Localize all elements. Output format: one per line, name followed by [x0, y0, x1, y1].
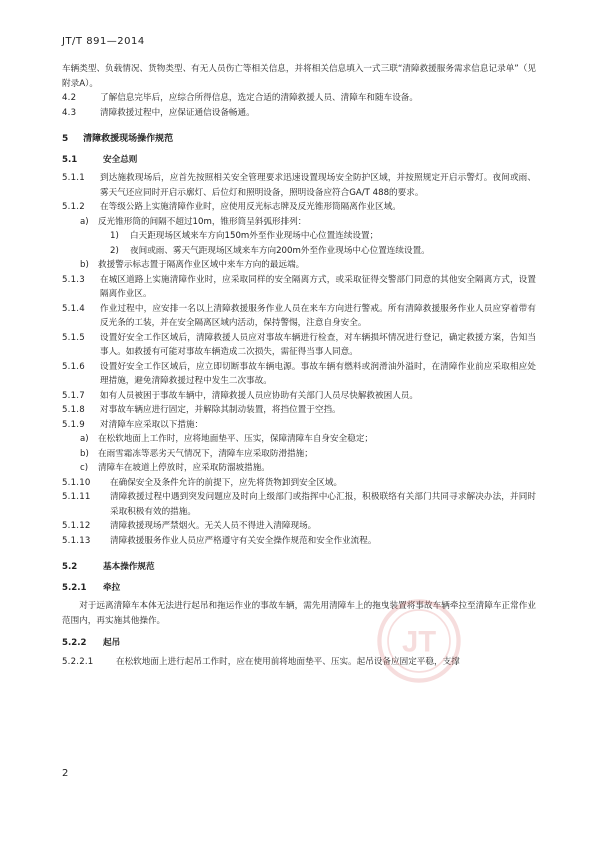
section-5-heading [62, 132, 536, 147]
stamp-lettering: JT [401, 626, 437, 659]
subsection-title: 基本操作规范 [103, 562, 155, 572]
clause-number: 5.1.2 [62, 202, 85, 212]
clause-4-2 [62, 91, 536, 106]
clause-5-1-3 [62, 273, 536, 302]
list-text: 救援警示标志置于隔离作业区域中来车方向的最远端。 [98, 260, 305, 270]
clause-5-1-4 [62, 302, 536, 331]
sub-list-item [62, 229, 536, 244]
clause-4-3 [62, 106, 536, 121]
clause-5-1-1 [62, 171, 536, 200]
clause-5-1-5 [62, 331, 536, 360]
paragraph-5-2-1: 对于远离清障车本体无法进行起吊和拖运作业的事故车辆，需先用清障车上的拖曳装置将事故车辆牵拉至清障车正常作业范围内，再实施其他操作。 [62, 601, 536, 626]
clause-number: 4.3 [62, 107, 77, 118]
clause-5-1-7 [62, 389, 536, 404]
list-marker: c) [80, 463, 89, 473]
list-marker: b) [80, 260, 89, 270]
clause-number: 5.1.12 [62, 521, 91, 531]
clause-number: 5.1.6 [62, 361, 85, 372]
subsection-5-2-1-heading [62, 581, 536, 596]
clause-5-1-2 [62, 200, 536, 215]
clause-text: 到达施救现场后，应首先按照相关安全管理要求迅速设置现场安全防护区域，并按照规定开启示警灯。夜间或雨、雾天气还应同时开启示廓灯、后位灯和照明设备，照明设备应符合GA/T 488的要求。 [100, 173, 536, 198]
section-number: 5 [62, 134, 69, 144]
clause-5-1-6 [62, 360, 536, 389]
list-text: 在雨雪霜冻等恶劣天气情况下，清障车应采取防滑措施； [98, 448, 313, 459]
list-item [62, 432, 536, 447]
subsection-5-1-heading [62, 153, 536, 168]
clause-text: 设置好安全工作区域后，应立即切断事故车辆电源。事故车辆有燃料或润滑油外溢时，在清障作业前应采取相应处理措施，避免清障救援过程中发生二次事故。 [100, 361, 536, 386]
list-text: 白天距现场区域来车方向150m外至作业现场中心位置连续设置； [130, 231, 379, 241]
clause-5-1-12 [62, 519, 536, 534]
list-text: 反光锥形筒的间隔不超过10m，锥形筒呈斜弧形排列： [98, 216, 307, 227]
subsection-title: 起吊 [103, 638, 121, 648]
clause-text: 对清障车应采取以下措施： [100, 419, 204, 430]
clause-number: 5.1.4 [62, 303, 85, 314]
clause-5-1-8 [62, 403, 536, 418]
clause-number: 5.1.8 [62, 405, 85, 415]
clause-5-2-2-1 [62, 655, 536, 670]
list-item [62, 258, 536, 273]
list-marker: a) [80, 434, 89, 444]
list-text: 在松软地面上工作时，应将地面垫平、压实，保障清障车自身安全稳定； [98, 434, 374, 444]
subsection-number: 5.2.1 [62, 582, 87, 593]
section-title: 清障救援现场操作规范 [83, 134, 174, 144]
clause-number: 5.1.5 [62, 332, 85, 343]
clause-number: 5.1.11 [62, 492, 91, 502]
subsection-title: 牵拉 [103, 582, 121, 593]
clause-text: 作业过程中，应安排一名以上清障救援服务作业人员在来车方向进行警戒。所有清障救援服务作业人员应穿着带有反光条的工装，并在安全隔离区域内活动，保持警惕，注意自身安全。 [100, 303, 536, 328]
clause-5-1-10 [62, 476, 536, 491]
subsection-number: 5.2.2 [62, 638, 87, 648]
clause-text: 清障救援服务作业人员应严格遵守有关安全操作规范和安全作业流程。 [110, 535, 377, 546]
intro-paragraph: 车辆类型、负载情况、货物类型、有无人员伤亡等相关信息，并将相关信息填入一式三联“清障救援服务需求信息记录单”（见附录A）。 [62, 64, 536, 89]
clause-text: 对事故车辆应进行固定，并解除其制动装置，将挡位置于空挡。 [100, 405, 341, 415]
subsection-5-2-heading [62, 560, 536, 575]
clause-text: 在确保安全及条件允许的前提下，应先将货物卸到安全区域。 [110, 477, 343, 488]
list-marker: 1) [110, 231, 119, 241]
subsection-title: 安全总则 [103, 154, 138, 165]
clause-text: 如有人员被困于事故车辆中，清障救援人员应协助有关部门人员尽快解救被困人员。 [100, 390, 418, 401]
jt-watermark-stamp [376, 598, 462, 684]
list-item [62, 215, 536, 230]
clause-number: 5.1.1 [62, 173, 85, 183]
clause-number: 5.1.7 [62, 390, 85, 401]
clause-number: 5.1.13 [62, 535, 91, 546]
clause-number: 5.1.3 [62, 274, 85, 285]
clause-number: 5.1.10 [62, 477, 91, 488]
clause-text: 清障救援过程中遇到突发问题应及时向上级部门或指挥中心汇报，积极联络有关部门共同寻求解决办法，并同时采取积极有效的措施。 [110, 492, 536, 517]
clause-text: 在城区道路上实施清障作业时，应采取同样的安全隔离方式，或采取征得交警部门同意的其他安全隔离方式，设置隔离作业区。 [100, 274, 536, 299]
list-item [62, 447, 536, 462]
list-text: 夜间或雨、雾天气距现场区域来车方向200m外至作业现场中心位置连续设置。 [130, 245, 430, 256]
clause-text: 在松软地面上进行起吊工作时，应在使用前将地面垫平、压实。起吊设备应固定平稳，支撑 [116, 656, 460, 667]
sub-list-item [62, 244, 536, 259]
list-item [62, 461, 536, 476]
list-marker: 2) [110, 245, 119, 256]
clause-number: 5.2.2.1 [62, 656, 94, 667]
clause-text: 了解信息完毕后，应综合所得信息，选定合适的清障救援人员、清障车和随车设备。 [100, 93, 418, 103]
clause-text: 清障救援过程中，应保证通信设备畅通。 [100, 107, 255, 118]
clause-number: 5.1.9 [62, 419, 85, 430]
clause-text: 清障救援现场严禁烟火。无关人员不得进入清障现场。 [110, 521, 317, 531]
page-number: 2 [62, 768, 69, 779]
document-body [62, 62, 536, 669]
list-marker: a) [80, 216, 89, 227]
document-code-header: JT/T 891—2014 [62, 36, 145, 47]
subsection-5-2-2-heading [62, 636, 536, 651]
clause-5-1-13 [62, 534, 536, 549]
clause-5-1-11 [62, 490, 536, 519]
subsection-number: 5.2 [62, 562, 78, 572]
clause-text: 设置好安全工作区域后，清障救援人员应对事故车辆进行检查，对车辆损坏情况进行登记，确定救援方案，告知当事人。如救援有可能对事故车辆造成二次损失，需征得当事人同意。 [100, 332, 536, 357]
subsection-number: 5.1 [62, 154, 78, 165]
list-marker: b) [80, 448, 89, 459]
clause-5-1-9 [62, 418, 536, 433]
clause-number: 4.2 [62, 93, 77, 103]
clause-text: 在等级公路上实施清障作业时，应使用反光标志牌及反光锥形筒隔离作业区域。 [100, 202, 401, 212]
list-text: 清障车在坡道上停放时，应采取防溜坡措施。 [98, 463, 270, 473]
